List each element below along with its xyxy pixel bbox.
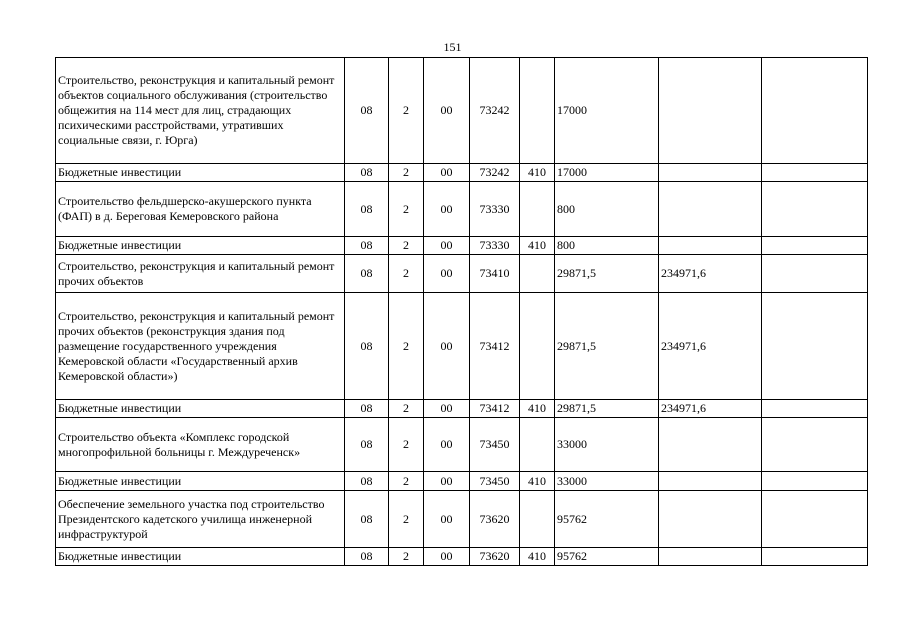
program-cell: 00 (424, 58, 470, 164)
program-cell: 00 (424, 418, 470, 472)
row-name-cell: Бюджетные инвестиции (56, 400, 345, 418)
row-name-cell: Бюджетные инвестиции (56, 164, 345, 182)
amount-2-cell (659, 472, 762, 491)
subsection-cell: 2 (389, 255, 424, 293)
program-cell: 00 (424, 164, 470, 182)
subsection-cell: 2 (389, 164, 424, 182)
amount-1-cell: 29871,5 (555, 293, 659, 400)
program-cell: 00 (424, 491, 470, 548)
amount-2-cell (659, 548, 762, 566)
table-row (56, 237, 868, 255)
table-row (56, 255, 868, 293)
amount-1-cell: 17000 (555, 164, 659, 182)
code-cell: 73620 (470, 548, 520, 566)
amount-2-cell: 234971,6 (659, 255, 762, 293)
amount-3-cell (762, 472, 868, 491)
amount-1-cell: 33000 (555, 472, 659, 491)
table-row (56, 182, 868, 237)
amount-1-cell: 29871,5 (555, 255, 659, 293)
amount-2-cell (659, 237, 762, 255)
amount-3-cell (762, 237, 868, 255)
program-cell: 00 (424, 400, 470, 418)
subsection-cell: 2 (389, 548, 424, 566)
subsection-cell: 2 (389, 472, 424, 491)
program-cell: 00 (424, 548, 470, 566)
table-row (56, 58, 868, 164)
section-cell: 08 (345, 418, 389, 472)
amount-3-cell (762, 58, 868, 164)
section-cell: 08 (345, 164, 389, 182)
code-cell: 73412 (470, 400, 520, 418)
amount-3-cell (762, 418, 868, 472)
amount-1-cell: 800 (555, 237, 659, 255)
expense-type-cell (520, 182, 555, 237)
amount-1-cell: 29871,5 (555, 400, 659, 418)
code-cell: 73242 (470, 164, 520, 182)
subsection-cell: 2 (389, 400, 424, 418)
section-cell: 08 (345, 548, 389, 566)
section-cell: 08 (345, 255, 389, 293)
row-name-cell: Бюджетные инвестиции (56, 237, 345, 255)
subsection-cell: 2 (389, 237, 424, 255)
amount-2-cell: 234971,6 (659, 293, 762, 400)
amount-1-cell: 95762 (555, 548, 659, 566)
table-row (56, 400, 868, 418)
expense-type-cell (520, 491, 555, 548)
row-name-cell: Бюджетные инвестиции (56, 472, 345, 491)
section-cell: 08 (345, 237, 389, 255)
table-row (56, 164, 868, 182)
amount-3-cell (762, 400, 868, 418)
row-name-cell: Строительство, реконструкция и капитальный ремонт прочих объектов (56, 255, 345, 293)
amount-1-cell: 33000 (555, 418, 659, 472)
section-cell: 08 (345, 293, 389, 400)
code-cell: 73410 (470, 255, 520, 293)
subsection-cell: 2 (389, 491, 424, 548)
table-row (56, 548, 868, 566)
subsection-cell: 2 (389, 58, 424, 164)
amount-3-cell (762, 164, 868, 182)
amount-2-cell (659, 418, 762, 472)
row-name-cell: Обеспечение земельного участка под строительство Президентского кадетского училища инженерной инфраструктурой (56, 491, 345, 548)
table-row (56, 472, 868, 491)
amount-1-cell: 800 (555, 182, 659, 237)
expense-type-cell: 410 (520, 548, 555, 566)
expense-type-cell (520, 418, 555, 472)
code-cell: 73450 (470, 418, 520, 472)
expense-type-cell: 410 (520, 164, 555, 182)
code-cell: 73330 (470, 182, 520, 237)
amount-3-cell (762, 182, 868, 237)
section-cell: 08 (345, 400, 389, 418)
table-body (56, 58, 868, 566)
table-row (56, 293, 868, 400)
section-cell: 08 (345, 58, 389, 164)
program-cell: 00 (424, 255, 470, 293)
program-cell: 00 (424, 472, 470, 491)
subsection-cell: 2 (389, 182, 424, 237)
amount-3-cell (762, 548, 868, 566)
program-cell: 00 (424, 293, 470, 400)
program-cell: 00 (424, 182, 470, 237)
amount-3-cell (762, 255, 868, 293)
amount-3-cell (762, 491, 868, 548)
code-cell: 73412 (470, 293, 520, 400)
row-name-cell: Строительство объекта «Комплекс городской многопрофильной больницы г. Междуреченск» (56, 418, 345, 472)
program-cell: 00 (424, 237, 470, 255)
expense-type-cell: 410 (520, 472, 555, 491)
row-name-cell: Строительство, реконструкция и капитальный ремонт объектов социального обслуживания (строительство общежития на 114 мест для лиц, страдающих психическими расстройствами, утративших социальные связи, г. Юрга) (56, 58, 345, 164)
section-cell: 08 (345, 182, 389, 237)
amount-2-cell (659, 182, 762, 237)
expense-type-cell (520, 58, 555, 164)
amount-2-cell: 234971,6 (659, 400, 762, 418)
amount-2-cell (659, 58, 762, 164)
subsection-cell: 2 (389, 418, 424, 472)
amount-2-cell (659, 164, 762, 182)
section-cell: 08 (345, 491, 389, 548)
code-cell: 73330 (470, 237, 520, 255)
amount-3-cell (762, 293, 868, 400)
code-cell: 73242 (470, 58, 520, 164)
budget-table (55, 57, 868, 566)
subsection-cell: 2 (389, 293, 424, 400)
section-cell: 08 (345, 472, 389, 491)
expense-type-cell (520, 293, 555, 400)
code-cell: 73620 (470, 491, 520, 548)
expense-type-cell (520, 255, 555, 293)
amount-1-cell: 95762 (555, 491, 659, 548)
table-row (56, 491, 868, 548)
expense-type-cell: 410 (520, 237, 555, 255)
row-name-cell: Бюджетные инвестиции (56, 548, 345, 566)
table-row (56, 418, 868, 472)
row-name-cell: Строительство, реконструкция и капитальный ремонт прочих объектов (реконструкция здания под размещение государственного учреждения Кемеровской области «Государственный архив Кемеровской области») (56, 293, 345, 400)
amount-2-cell (659, 491, 762, 548)
page-number: 151 (443, 40, 462, 54)
amount-1-cell: 17000 (555, 58, 659, 164)
row-name-cell: Строительство фельдшерско-акушерского пункта (ФАП) в д. Береговая Кемеровского района (56, 182, 345, 237)
code-cell: 73450 (470, 472, 520, 491)
expense-type-cell: 410 (520, 400, 555, 418)
